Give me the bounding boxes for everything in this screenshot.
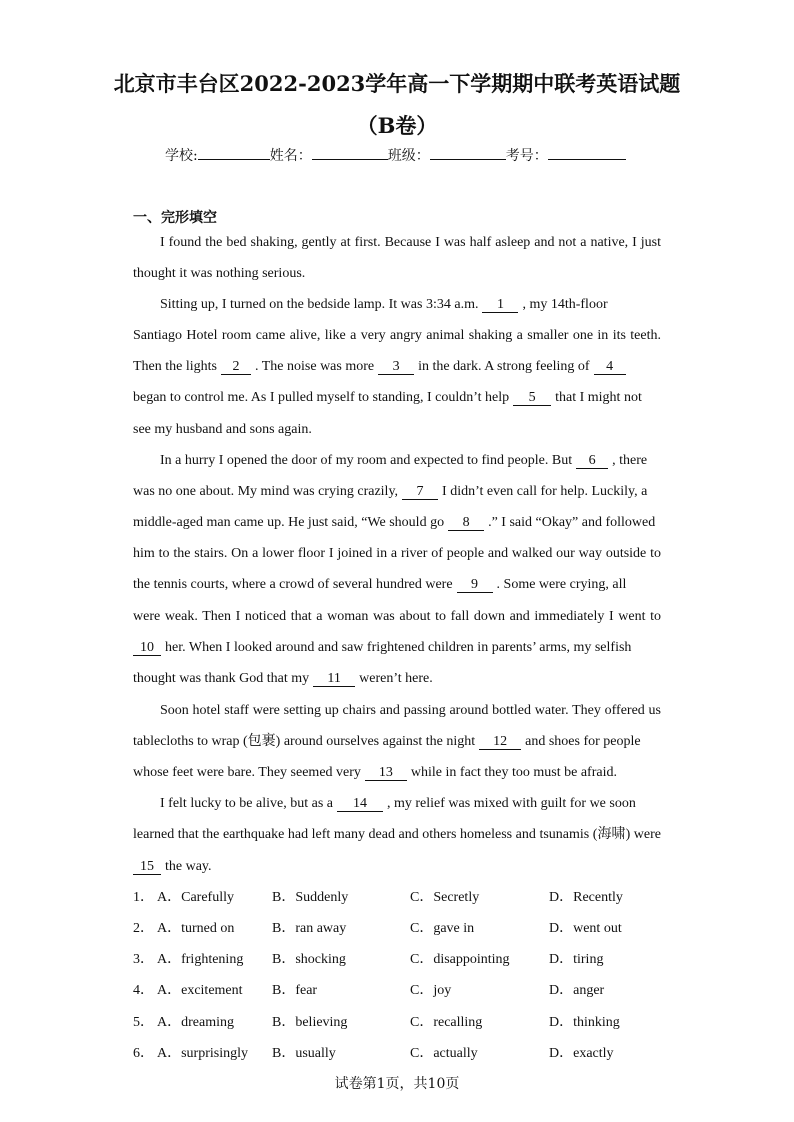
option-a[interactable]: A．dreaming [157,1015,234,1030]
option-d[interactable]: D．Recently [549,890,623,905]
passage-line: 15 the way. [133,858,661,876]
passage-line: Soon hotel staff were setting up chairs and passing around bottled water. They offered us [160,703,661,718]
option-c[interactable]: C．recalling [410,1015,483,1030]
option-b[interactable]: B．shocking [272,952,346,967]
option-c[interactable]: C．disappointing [410,952,510,967]
option-d[interactable]: D．exactly [549,1046,614,1061]
option-b[interactable]: B．believing [272,1015,348,1030]
option-c[interactable]: C．gave in [410,921,475,936]
class-blank[interactable] [430,145,506,160]
blank-13[interactable]: 13 [365,766,407,781]
passage-line: the tennis courts, where a crowd of several hundred were 9 . Some were crying, all [133,577,627,592]
passage-line: were weak. Then I noticed that a woman was about to fall down and immediately I went to [133,609,661,624]
option-a[interactable]: A．excitement [157,983,243,998]
blank-9[interactable]: 9 [457,578,493,593]
name-blank[interactable] [312,145,388,160]
blank-5[interactable]: 5 [513,391,551,406]
passage-line: Then the lights 2 . The noise was more 3 in the dark. A strong feeling of 4 [133,358,661,376]
question-number: 6． [133,1046,154,1061]
option-d[interactable]: D．tiring [549,952,604,967]
blank-8[interactable]: 8 [448,516,484,531]
blank-3[interactable]: 3 [378,360,414,375]
option-b[interactable]: B．Suddenly [272,890,349,905]
blank-7[interactable]: 7 [402,485,438,500]
exam-title: 北京市丰台区2022-2023学年高一下学期期中联考英语试题 [113,71,681,96]
option-a[interactable]: A．surprisingly [157,1046,248,1061]
student-info [165,145,626,165]
blank-6[interactable]: 6 [576,454,608,469]
passage-line: thought it was nothing serious. [133,266,306,281]
passage-line: 10 her. When I looked around and saw frightened children in parents’ arms, my selfish [133,639,661,657]
question-number: 3． [133,952,154,967]
passage-line: Santiago Hotel room came alive, like a very angry animal shaking a smaller one in its teeth. [133,328,661,343]
passage-line: In a hurry I opened the door of my room and expected to find people. But 6 , there [160,453,648,468]
blank-15[interactable]: 15 [133,860,161,875]
option-d[interactable]: D．thinking [549,1015,620,1030]
passage-line: see my husband and sons again. [133,422,312,437]
blank-12[interactable]: 12 [479,735,521,750]
class-label: 班级： [387,148,430,164]
passage-line: whose feet were bare. They seemed very 13 while in fact they too must be afraid. [133,765,617,780]
option-a[interactable]: A．Carefully [157,890,234,905]
passage-line: tablecloths to wrap (包裹) around ourselves against the night 12 and shoes for people [133,734,641,749]
passage-line: learned that the earthquake had left many dead and others homeless and tsunamis (海啸) were [133,827,661,842]
page-footer: 试卷第1页，共10页 [334,1076,460,1092]
option-d[interactable]: D．went out [549,921,622,936]
exam-no-label: 考号： [505,148,548,164]
option-b[interactable]: B．fear [272,983,318,998]
passage-line: began to control me. As I pulled myself to standing, I couldn’t help 5 that I might not [133,390,642,405]
question-number: 2． [133,921,154,936]
option-d[interactable]: D．anger [549,983,605,998]
question-number: 1． [133,890,154,905]
blank-11[interactable]: 11 [313,672,355,687]
name-label: 姓名： [269,148,312,164]
option-c[interactable]: C．Secretly [410,890,480,905]
option-b[interactable]: B．ran away [272,921,347,936]
option-a[interactable]: A．frightening [157,952,244,967]
passage-line: him to the stairs. On a lower floor I joined in a river of people and walked our way outside to [133,546,661,561]
blank-4[interactable]: 4 [594,360,626,375]
passage-line: I found the bed shaking, gently at first. Because I was half asleep and not a native, I just [160,235,661,250]
school-blank[interactable] [198,145,270,160]
passage-line: thought was thank God that my 11 weren’t here. [133,671,433,686]
passage-line: middle-aged man came up. He just said, “We should go 8 .” I said “Okay” and followed [133,515,656,530]
section-heading: 一、完形填空 [133,210,217,226]
exam-no-blank[interactable] [548,145,626,160]
exam-subtitle: （B卷） [356,113,438,138]
question-number: 5． [133,1015,154,1030]
passage-line: I felt lucky to be alive, but as a 14 , my relief was mixed with guilt for we soon [160,796,636,811]
passage-line: was no one about. My mind was crying crazily, 7 I didn’t even call for help. Luckily, a [133,484,648,499]
option-c[interactable]: C．actually [410,1046,478,1061]
blank-10[interactable]: 10 [133,641,161,656]
option-c[interactable]: C．joy [410,983,452,998]
school-label: 学校: [165,148,198,164]
blank-14[interactable]: 14 [337,797,383,812]
option-b[interactable]: B．usually [272,1046,336,1061]
blank-1[interactable]: 1 [482,298,518,313]
question-number: 4． [133,983,154,998]
blank-2[interactable]: 2 [221,360,251,375]
passage-line: Sitting up, I turned on the bedside lamp. It was 3:34 a.m. 1 , my 14th-floor [160,297,608,312]
option-a[interactable]: A．turned on [157,921,235,936]
